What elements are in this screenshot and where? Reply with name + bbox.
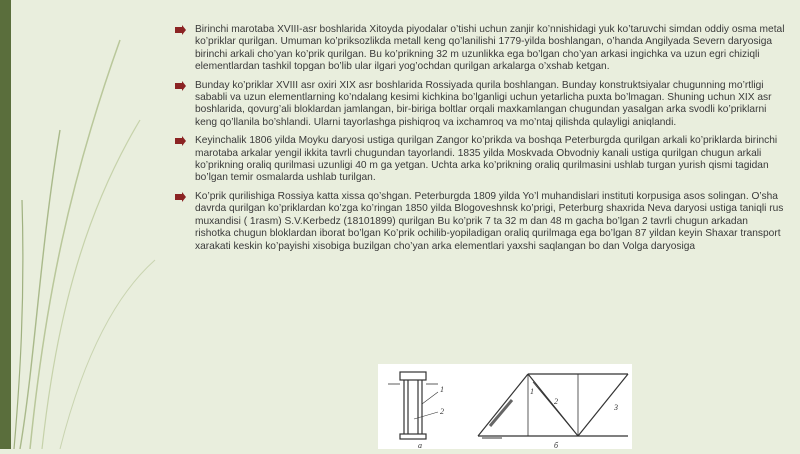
bullet-paragraph-2 (175, 80, 785, 130)
slide-content (175, 24, 785, 259)
arrow-bullet-icon (175, 192, 186, 202)
figure-label: 2 (440, 407, 444, 416)
figure-label: 2 (554, 397, 558, 406)
arrow-bullet-icon (175, 25, 186, 35)
bridge-drawing (378, 364, 632, 449)
arrow-bullet-icon (175, 136, 186, 146)
figure-caption: б (554, 441, 559, 449)
figure-label: 3 (614, 403, 618, 412)
figure-label: 1 (530, 387, 534, 396)
bullet-paragraph-1 (175, 24, 785, 74)
bullet-text: Ko’prik qurilishiga Rossiya katta xissa qo’shgan. Peterburgda 1809 yilda Yo’l muhandislari instituti korpusiga asos solingan. O’sha davrda qurilgan ko’priklardan ko’zga ko’ringan 1850 yilda Blogoveshnsk ko’prigi, Peterburg shaxrida Neva daryosi ustiga taniqli rus muxandisi ( 1rasm) S.V.Kerbedz (18101899) qurilgan Bu ko’prik 7 ta 32 m dan 48 m gacha bo’lgan 2 tavrli chugun arkadan rishotka chugun bloklardan iborat bo’lgan Ko’prik ochilib-yopiladigan oraliq qurilmaga ega bo’lgan 87 yildan keyin Shaxar transport xarakati keskin ko’payishi xisobiga buzilgan cho’yan arka elementlari yaxshi saqlangan bo dan Volga daryosiga (195, 190, 784, 252)
cross-section-drawing (388, 372, 438, 439)
truss-drawing (478, 374, 628, 438)
arrow-bullet-icon (175, 81, 186, 91)
bridge-structure-figure (378, 364, 632, 449)
bullet-paragraph-4 (175, 191, 785, 253)
figure-caption: a (418, 441, 422, 449)
figure-label: 1 (440, 385, 444, 394)
bullet-paragraph-3 (175, 135, 785, 185)
bullet-text: Bunday ko’priklar XVIII asr oxiri XIX asr boshlarida Rossiyada qurila boshlangan. Bunday konstruktsiyalar chugunning mo’rtligi sababli va uzun elementlarning ko’ndalang kesimi kichkina bo’lganligi uchun yetarlicha puxta bo’lmagan. Shuning uchun XIX asr boshlarida, qovurg’ali bloklardan jamlangan, bir-biriga boltlar orqali maxkamlangan chugundan yasalgan arka svodli ko’priklarni keng qo’llanila bo’shlandi. Ularni tayorlashga pishiqroq va ixchamroq va mo’ntaj qilishda qulayligi aniqlandi. (195, 79, 772, 128)
bullet-text: Birinchi marotaba XVIII-asr boshlarida Xitoyda piyodalar o’tishi uchun zanjir ko’nnishidagi yuk ko’taruvchi simdan oddiy osma metal ko’priklar qurilgan. Umuman ko’priksozlikda metall keng qo’lanilishi 1779-yilda boshlangan, o’handa Angilyada Severn daryosiga birinchi arkali cho’yan ko’prik qurilgan. Bu ko’prikning 32 m uzunlikka ega bo’lgan cho’yan arkasi ingichka va uzun egri chiziqli elementlardan tashkil topgan bo’lib ular ilgari yog’ochdan qurilgan arkalarga o’xshab ketgan. (195, 24, 785, 73)
decorative-curves (0, 0, 160, 449)
bullet-text: Keyinchalik 1806 yilda Moyku daryosi ustiga qurilgan Zangor ko’prikda va boshqa Peterburgda qurilgan arkali ko’priklarda birinchi marotaba arkalar yengil ikkita tavrli chugundan tayorlandi. 1835 yilda Moskvada Obvodniy kanali ustiga qurilgan chugun arkali ko’prikning oraliq qurilmasi uzunligi 40 m ga yetgan. Uchta arka ko’prikning oraliq qurilmasini ushlab turgan yurish qismi tagidan bo’lgan temir osmalarda ushlab turilgan. (195, 135, 778, 184)
